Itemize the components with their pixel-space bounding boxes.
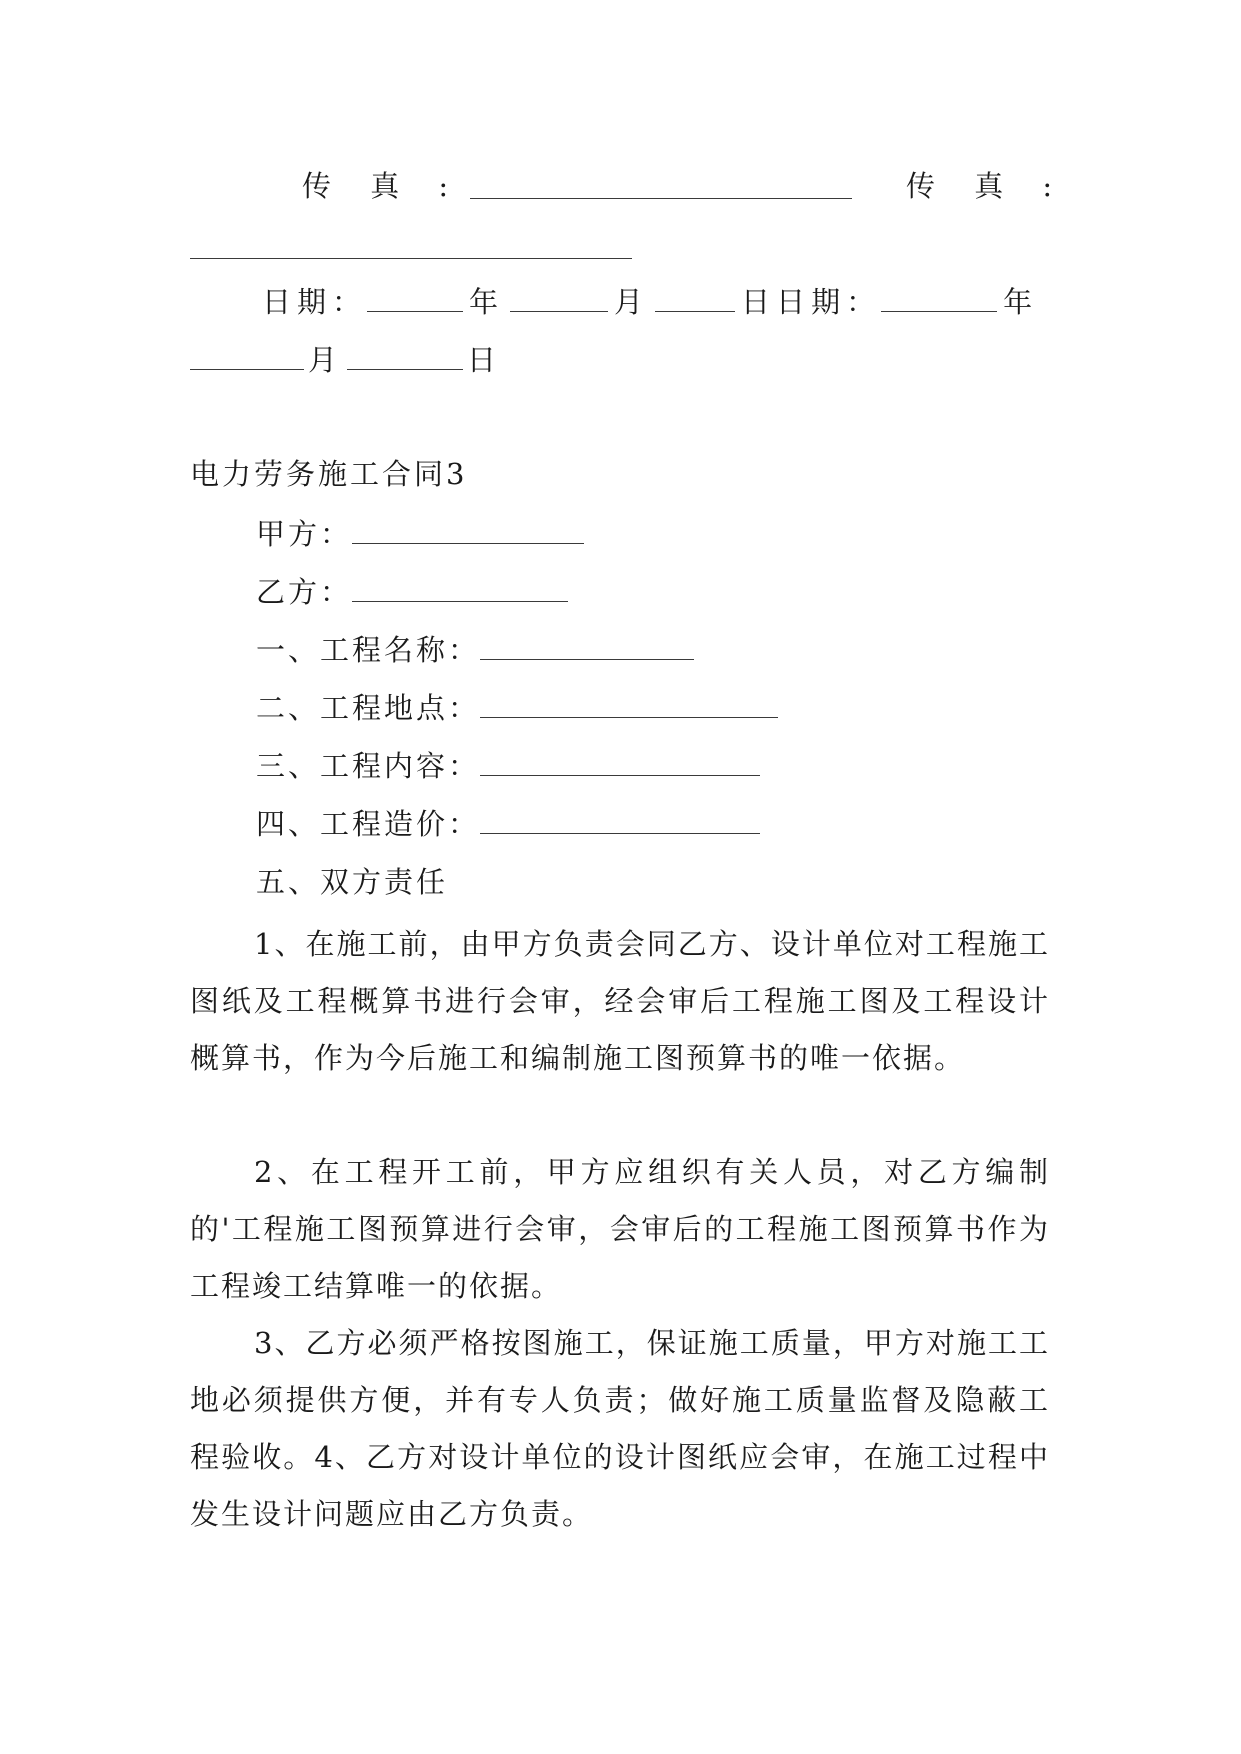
project-cost-blank bbox=[480, 827, 760, 834]
fax-blank-party-a bbox=[470, 192, 852, 199]
clause-1: 1、在施工前，由甲方负责会同乙方、设计单位对工程施工图纸及工程概算书进行会审，经会审后工程施工图及工程设计概算书，作为今后施工和编制施工图预算书的唯一依据。 bbox=[190, 927, 1050, 1075]
project-location-line bbox=[256, 691, 778, 725]
month-blank bbox=[510, 305, 608, 312]
project-cost-label: 四、工程造价： bbox=[256, 807, 481, 841]
fax-label-party-a: 传 真 : bbox=[302, 169, 464, 203]
month-blank bbox=[190, 363, 304, 370]
party-b-label: 乙方： bbox=[256, 575, 353, 609]
date-label: 日期： bbox=[262, 285, 368, 319]
party-a-line bbox=[256, 517, 584, 551]
day-blank bbox=[347, 363, 463, 370]
project-name-blank bbox=[480, 653, 694, 660]
project-location-blank bbox=[480, 711, 778, 718]
month-label: 月 bbox=[614, 285, 650, 319]
project-cost-line bbox=[256, 807, 760, 841]
year-label: 年 bbox=[1003, 285, 1039, 319]
fax-label-party-b: 传 真 : bbox=[906, 169, 1068, 203]
project-content-blank bbox=[480, 769, 760, 776]
month-label: 月 bbox=[308, 343, 344, 377]
party-b-blank bbox=[352, 595, 568, 602]
fax-blank-party-b bbox=[190, 252, 632, 259]
year-blank bbox=[367, 305, 463, 312]
project-name-label: 一、工程名称： bbox=[256, 633, 481, 667]
clause-2: 2、在工程开工前，甲方应组织有关人员，对乙方编制的'工程施工图预算进行会审，会审后的工程施工图预算书作为工程竣工结算唯一的依据。 bbox=[190, 1155, 1050, 1303]
year-blank bbox=[881, 305, 997, 312]
date-label: 日期： bbox=[776, 285, 882, 319]
project-location-label: 二、工程地点： bbox=[256, 691, 481, 725]
clause-3: 3、乙方必须严格按图施工，保证施工质量，甲方对施工工地必须提供方便，并有专人负责；做好施工质量监督及隐蔽工程验收。4、乙方对设计单位的设计图纸应会审，在施工过程中发生设计问题应由乙方负责。 bbox=[190, 1326, 1050, 1531]
day-blank bbox=[655, 305, 735, 312]
date-line-continued bbox=[190, 343, 503, 377]
responsibilities-heading: 五、双方责任 bbox=[256, 865, 449, 899]
date-line-party-a bbox=[262, 285, 1039, 319]
contract-title: 电力劳务施工合同3 bbox=[190, 457, 468, 491]
party-a-label: 甲方： bbox=[256, 517, 353, 551]
project-content-line bbox=[256, 749, 760, 783]
year-label: 年 bbox=[469, 285, 505, 319]
day-label: 日 bbox=[467, 343, 503, 377]
day-label: 日 bbox=[741, 285, 777, 319]
project-name-line bbox=[256, 633, 694, 667]
party-b-line bbox=[256, 575, 568, 609]
project-content-label: 三、工程内容： bbox=[256, 749, 481, 783]
party-a-blank bbox=[352, 537, 584, 544]
